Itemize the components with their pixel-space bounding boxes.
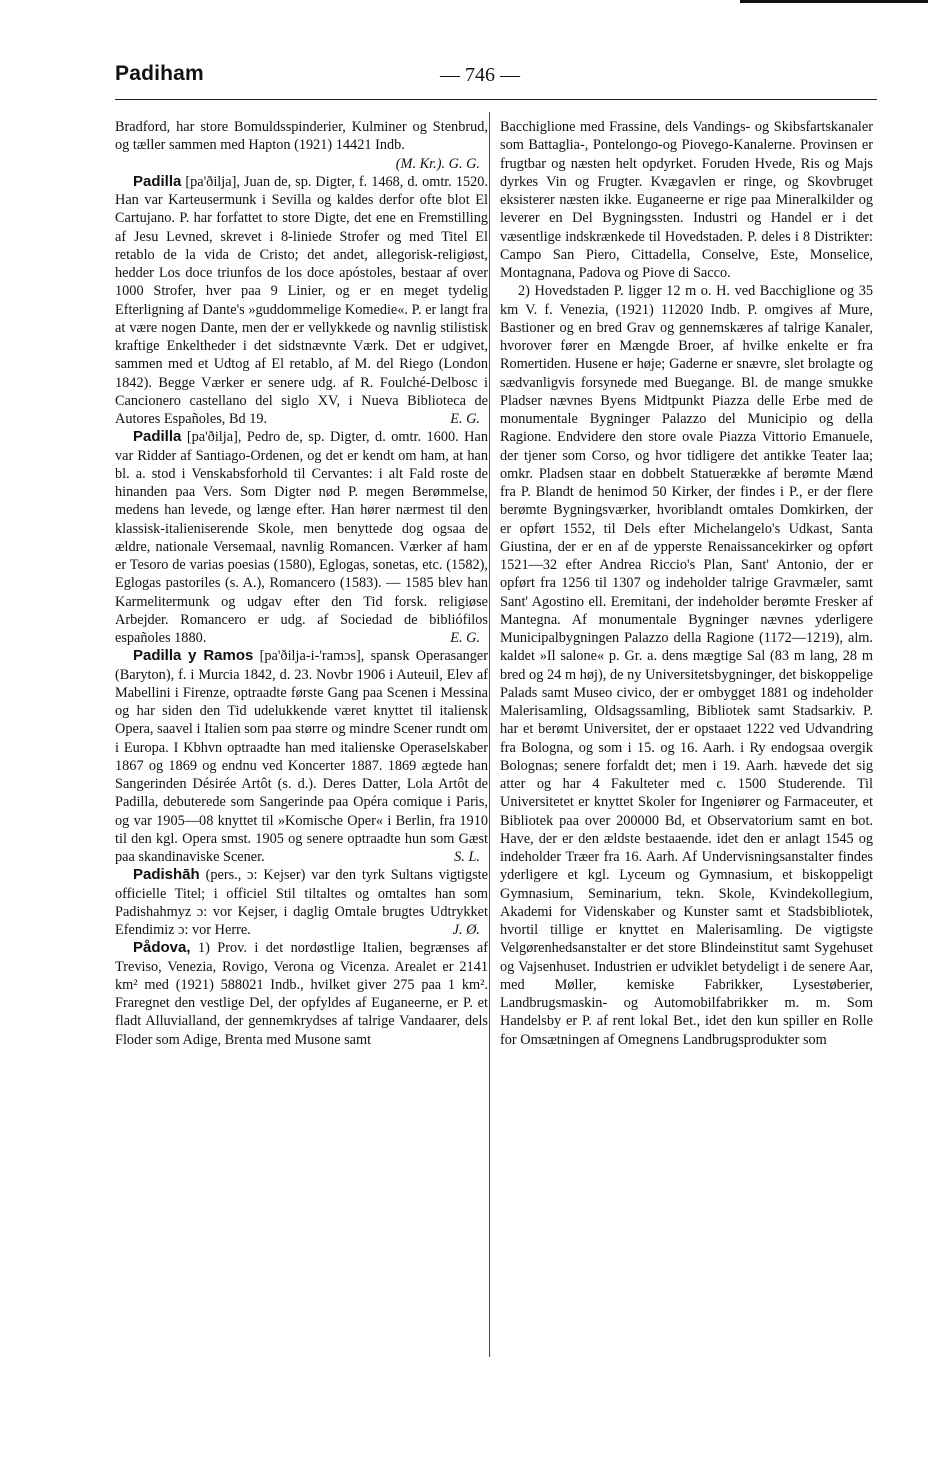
entry-lemma: Padilla: [133, 172, 182, 190]
scan-edge-mark: [740, 0, 928, 3]
column-divider: [489, 112, 490, 1357]
entry-text: (pers., ɔ: Kejser) var den tyrk Sultans vigtigste officielle Titel; i officiel Stil tiltaltes og omtaltes han som Padishahmyz ɔ: vor Kejser, i daglig Omtale brugtes Udtrykket Efendimiz ɔ: vor Herre.: [115, 867, 488, 938]
entry-text: [pa'ðilja-i-'ramɔs], spansk Operasanger (Baryton), f. i Murcia 1842, d. 23. Novbr 1906 i Auteuil, Elev af Mabellini i Firenze, optraadte første Gang paa Scenen i Messina og har siden den Tid udelukkende været knyttet til italiensk Opera, saavel i Italien som paa større og mindre Scener rundt om i Europa. I Kbhvn optraadte han med italienske Operaselskaber 1867 og 1869 og endnu ved Koncerter 1887. 1869 ægtede han Sangerinden Désirée Artôt (s. d.). Deres Datter, Lola Artôt de Padilla, debuterede som Sangerinde paa Opéra comique i Paris, og var 1905—08 knyttet til »Komische Oper« i Berlin, fra 1910 til den kgl. Opera smst. 1905 og senere optraadte hun som Gæst paa skandinaviske Scener.: [115, 648, 488, 865]
author-signature: J. Ø.: [452, 922, 480, 938]
entry-continuation: [115, 118, 488, 173]
entry-padilla-pedro: [115, 428, 488, 647]
right-column: [500, 118, 873, 1049]
entry-text: 1) Prov. i det nordøstlige Italien, begrænses af Treviso, Venezia, Rovigo, Verona og Vicenza. Arealet er 2141 km² med (1921) 588021 Indb., hvilket giver 275 paa 1 km². Fraregnet den vestlige Del, der opfyldes af Euganeerne, er P. et fladt Alluvialland, der gennemkrydses af talrige Vandaarer, dels Floder som Adige, Brenta med Musone samt: [115, 940, 488, 1048]
entry-padova-province-continued: [500, 118, 873, 282]
author-signature: E. G.: [450, 630, 480, 646]
entry-lemma: Pådova,: [133, 939, 191, 957]
entry-lemma: Padishāh: [133, 866, 200, 884]
author-signature: S. L.: [454, 849, 480, 865]
author-signature: (M. Kr.). G. G.: [395, 155, 480, 172]
entry-text: 2) Hovedstaden P. ligger 12 m o. H. ved Bacchiglione og 35 km V. f. Venezia, (1921) 112020 Indb. P. omgives af Mure, Bastioner og en bred Grav og gennemskæres af talrige Kanaler, hvorover fører en Mængde Broer, af hvilke enkelte er fra Romertiden. Husene er høje; Gaderne er snævre, slet brolagte og sædvanligvis forsynede med Buegange. Bl. de mange smukke Pladser nævnes Byens Midtpunkt Piazza delle Erbe med de monumentale Bygninger Palazzo del Municipio og della Ragione. Endvidere den store ovale Piazza Vittorio Emanuele, der tjener som Corso, og hvor tidligere det antikke Teater laa; omkr. Pladsen staar en dobbelt Statuerække af berømte Mænd fra P. Blandt de henimod 50 Kirker, der findes i P., er der flere berømte Bygningsværker, hvoriblandt omtales Domkirken, der er opført 1552, til Dels efter Michelangelo's Udkast, Santa Giustina, der er en af de ypperste Renaissancekirker og opført 1521—32 efter Andrea Riccio's Plan, Sant' Antonio, der er opført fra 1256 til 1307 og indeholder talrige Gravmæler, samt Sant' Agostino ell. Eremitani, der indeholder berømte Fresker af Mantegna. Af monumentale Bygninger nævnes yderligere Municipalbygningen Palazzo della Ragione (1172—1219), alm. kaldet »Il salone« p. Gr. a. dens mægtige Sal (83 m lang, 28 m bred og 24 m høj), de ny Universitetsbygninger, det biskoppelige Palads samt Museo civico, der er ombygget 1881 og indeholder Malerisamling, Oldsagssamling, Bibliotek samt Stadsarkiv. P. har et berømt Universitet, der er opstaaet 1222 ved Udvandring fra Bologna, og som i 15. og 16. Aarh. i Ry endogsaa overgik Bolognas; senere forfaldt det; men i 19. Aarh. hævede det sig atter og har 4 Fakulteter med c. 1500 Studerende. Til Universitetet er knyttet Skoler for Ingeniører og Farmaceuter, et Bibliotek paa over 200000 Bd, et Observatorium samt en bot. Have, der er den ældste bestaaende. idet den er anlagt 1545 og indeholder Træer fra 16. Aarh. Af Undervisningsanstalter findes yderligere et kgl. Lyceum og Gymnasium, et biskoppeligt Gymnasium, Seminarium, tekn. Skole, Kvindekollegium, Akademi for Videnskaber og Kunster samt et Stadsbibliotek, hvortil tillige er knyttet en Malerisamling. De vigtigste Velgørenhedsanstalter er det store Blindeinstitut samt Sygehuset og Vajsenhuset. Industrien er udviklet betydeligt i de senere Aar, med Møller, kemiske Fabrikker, Lysestøberier, Landbrugsmaskin- og Automobilfabrikker m. m. Som Handelsby er P. af rent lokal Bet., idet den kun spiller en Rolle for Omsætningen af Omegnens Landbrugsprodukter som: [500, 283, 873, 1048]
page-number: — 746 —: [440, 64, 520, 86]
entry-lemma: Padilla y Ramos: [133, 647, 254, 665]
entry-padilla-juan: [115, 173, 488, 429]
running-headword: Padiham: [115, 62, 204, 85]
left-column: [115, 118, 488, 1049]
entry-lemma: Padilla: [133, 428, 182, 446]
page-header: [115, 58, 877, 98]
entry-text: Bradford, har store Bomuldsspinderier, Kulminer og Stenbrud, og tæller sammen med Hapton (1921) 14421 Indb.: [115, 119, 488, 154]
entry-padova: [115, 939, 488, 1049]
entry-text: [pa'ðilja], Juan de, sp. Digter, f. 1468, d. omtr. 1520. Han var Karteusermunk i Sevilla og kaldes derfor ofte blot El Cartujano. P. har forfattet to store Digte, det ene en Fremstilling af Jesu Levned, skrevet i 8-liniede Strofer og med Titel El retablo de la vida de Cristo; det andet, allegorisk-religiøst, hedder Los doce triunfos de los doce apóstoles, bestaar af over 1000 Strofer, hver paa 9 Linier, og er en meget tydelig Efterligning af Dante's »guddommelige Komedie«. P. er langt fra at være nogen Dante, men der er vellykkede og navnlig stilistisk kraftige Enkeltheder i det sidstnævnte Værk. Det er udgivet, sammen med et Udtog af El retablo, af M. del Riego (London 1842). Begge Værker er senere udg. af R. Foulché-Delbosc i Cancionero castellano del siglo XV, i Nueva Biblioteca de Autores Españoles, Bd 19.: [115, 173, 488, 427]
entry-padilla-y-ramos: [115, 647, 488, 866]
entry-text: [pa'ðilja], Pedro de, sp. Digter, d. omtr. 1600. Han var Ridder af Santiago-Ordenen, og det er kendt om ham, at han bl. a. stod i Venskabsforhold til Cervantes: i alt Fald roste de hinanden paa Vers. Som Digter nød P. megen Berømmelse, medens han levede, og længe efter. Han hører nærmest til den klassisk-italieniserende Skole, men benyttede dog ogsaa de ældre, nationale Versemaal, navnlig Romancen. Værker af ham er Tesoro de varias poesias (1580), Eglogas, sonetas, etc. (1582), Eglogas pastoriles (s. A.), Romancero (1583). — 1585 blev han Karmelitermunk og udgav efter den Tid forsk. religiøse Arbejder. Romancero er udg. af Sociedad de bibliófilos españoles 1880.: [115, 429, 488, 646]
entry-padishah: [115, 866, 488, 939]
header-rule: [115, 99, 877, 100]
entry-text: Bacchiglione med Frassine, dels Vandings- og Skibsfartskanaler som Battaglia-, Pontelongo-og Piovego-Kanalerne. Provinsen er frugtbar og næsten helt opdyrket. Foruden Hvede, Ris og Majs dyrkes Vin og Frugter. Kvægavlen er ringe, og Skovbruget eksisterer næsten ikke. Euganeerne er rige paa Mineralkilder og leverer en Del Bygningssten. Industri og Handel er i det væsentlige indskrænkede til Hovedstaden. P. deles i 8 Distrikter: Campo San Piero, Cittadella, Conselve, Este, Monselice, Montagnana, Padova og Piove di Sacco.: [500, 119, 873, 281]
author-signature: E. G.: [450, 411, 480, 427]
entry-padova-city: [500, 282, 873, 1049]
